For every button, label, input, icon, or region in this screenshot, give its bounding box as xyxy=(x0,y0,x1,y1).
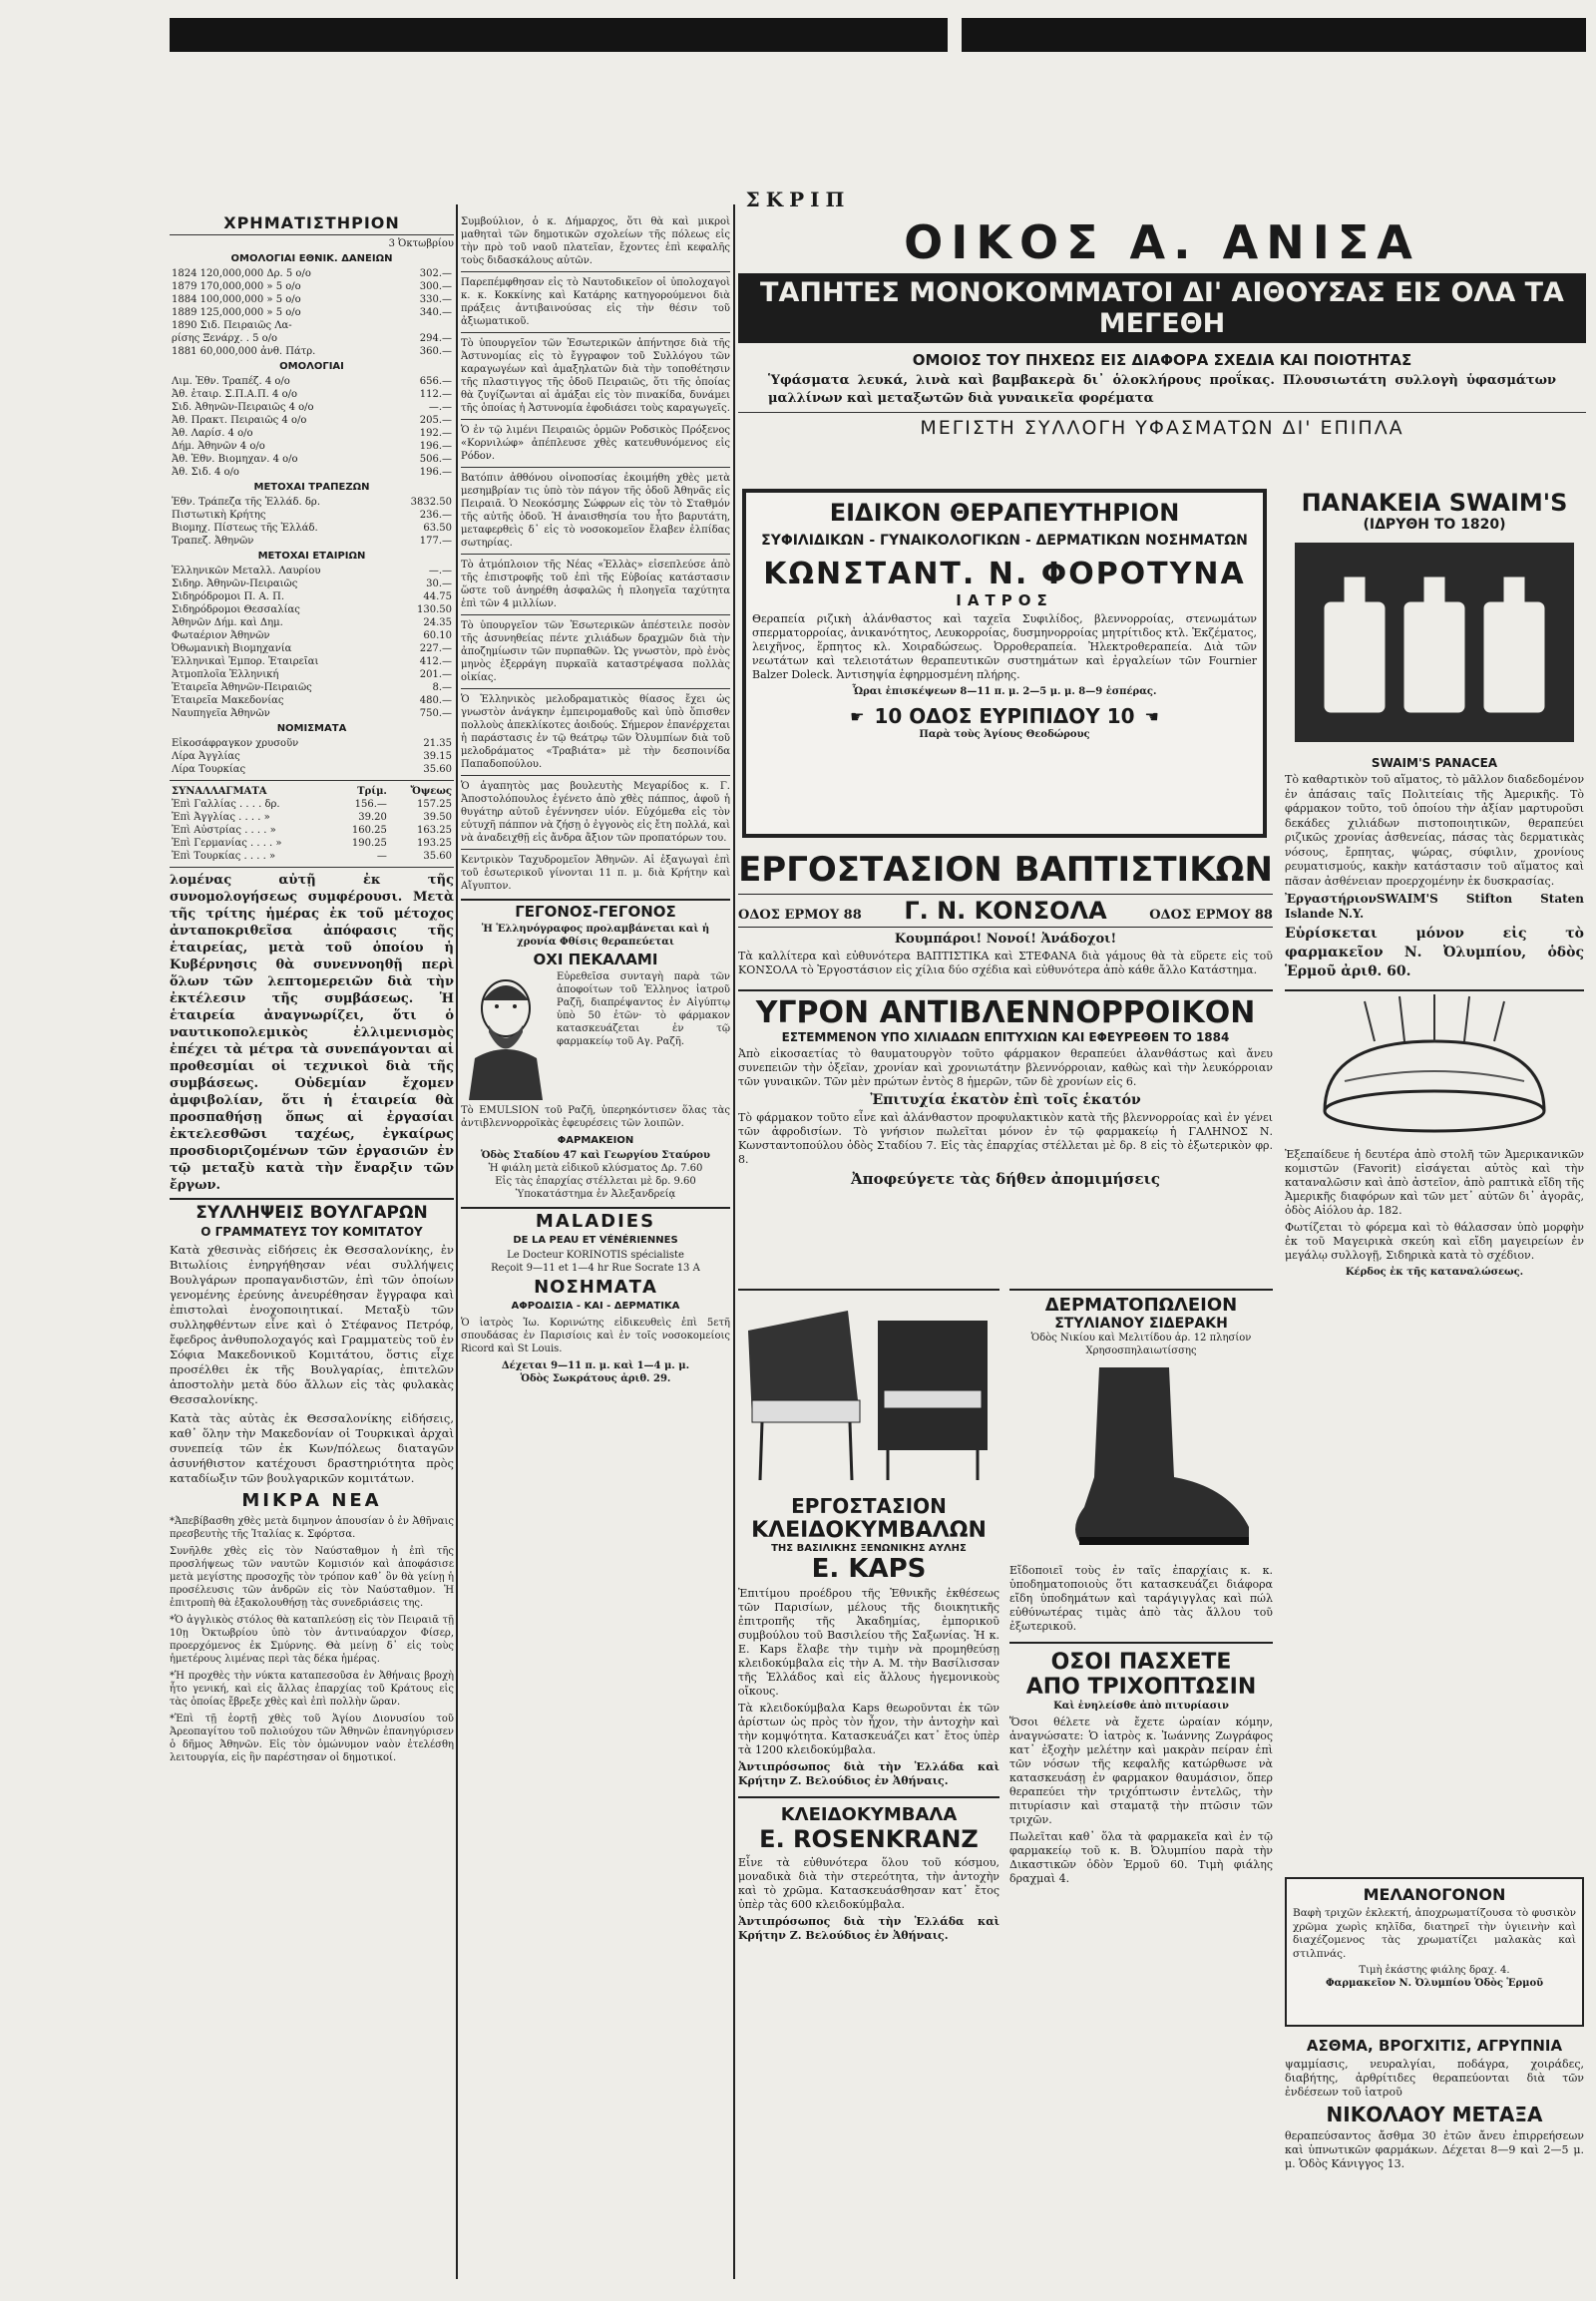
ink-price: Τιμὴ ἑκάστης φιάλης δραχ. 4. xyxy=(1359,1965,1510,1976)
diseases-hours: Δέχεται 9—11 π. μ. καὶ 1—4 μ. μ. xyxy=(501,1360,690,1371)
company-share-cell: Ναυπηγεῖα Ἀθηνῶν xyxy=(172,708,270,719)
leather-text: Εἴδοποιεῖ τοὺς ἐν ταῖς ἐπαρχίαις κ. κ. ὑποδηματοποιοὺς ὅτι κατασκευάζει διάφορα εἴδη ὑποδημάτων καὶ ταράγιγγλας καὶ πώλ εὐθύνωτέρας τιμὰς ἀπὸ τὰς ἄλλου τοῦ ἐξωτερικοῦ. xyxy=(1009,1564,1273,1633)
share-cell: Σιδ. Ἀθηνῶν-Πειραιῶς 4 ο/ο xyxy=(172,402,314,413)
exchange-title: ΧΡΗΜΑΤΙΣΤΗΡΙΟΝ xyxy=(170,213,454,235)
liquid-ad xyxy=(738,989,1273,1281)
company-share-row xyxy=(170,655,454,668)
news-item-1: Παρεπέμφθησαν εἰς τὸ Ναυτοδικεῖον οἱ ὑπολοχαγοὶ κ. κ. Κοκκίνης καὶ Κατάρης κατηγορούμενοι διὰ πράξεις ἀντιβαινούσας εἰς τὴν θέσιν τοῦ ἀξιωματικοῦ. xyxy=(461,277,730,327)
baptism-text: Τὰ καλλίτερα καὶ εὐθυνότερα ΒΑΠΤΙΣΤΙΚΑ καὶ ΣΤΕΦΑΝΑ διὰ γάμους θὰ τὰ εὕρετε εἰς τοῦ ΚΟΝΣΟΛΑ τὸ Ἐργοστάσιον εἰς χίλια δύο σχέδια καὶ εὐθυνότερα ἀπὸ κάθε ἄλλο Κατάστημα. xyxy=(738,950,1273,976)
bank-share-cell: Πιστωτικὴ Κρήτης xyxy=(172,510,266,521)
hair-title-2: ΑΠΟ ΤΡΙΧΟΠΤΩΣΙΝ xyxy=(1025,1675,1257,1700)
share-cell: Ἀθ. Σιδ. 4 ο/ο xyxy=(172,467,239,478)
metaxa-name: ΝΙΚΟΛΑΟΥ ΜΕΤΑΞΑ xyxy=(1326,2103,1543,2126)
bond-row xyxy=(170,345,454,358)
panacea-subheading: (ΙΔΡΥΘΗ ΤΟ 1820) xyxy=(1363,517,1506,533)
share-row xyxy=(170,375,454,388)
panacea-title: ΠΑΝΑΚΕΙΑ SWAIM'S xyxy=(1301,489,1568,517)
fx-row xyxy=(170,824,454,837)
piano-title: ΕΡΓΟΣΤΑΣΙΟΝ xyxy=(791,1494,947,1518)
bond-cell: 294.— xyxy=(419,333,452,344)
bonds-table xyxy=(170,267,454,358)
company-share-row xyxy=(170,629,454,642)
company-share-cell: Ἐταιρεῖα Ἀθηνῶν-Πειραιῶς xyxy=(172,682,312,693)
bond-cell: 1881 60,000,000 ἀνθ. Πάτρ. xyxy=(172,346,316,357)
fx-table xyxy=(170,785,454,863)
company-share-row xyxy=(170,681,454,694)
leather-ad xyxy=(1009,1289,1273,2286)
anisa-title: ΟΙΚΟΣ Α. ΑΝΙΣΑ xyxy=(904,215,1420,269)
company-share-cell: Σιδηρ. Ἀθηνῶν-Πειραιῶς xyxy=(172,578,298,589)
share-row xyxy=(170,440,454,453)
bank-share-cell: Ἐθν. Τράπεζα τῆς Ἑλλάδ. δρ. xyxy=(172,497,320,508)
fx-cell: 190.25 xyxy=(351,838,387,849)
diseases-text: Ὁ ἰατρὸς Ἰω. Κορινώτης εἰδικευθεὶς ἐπὶ 5ετῆ σπουδάσας ἐν Παρισίοις καὶ ἐν τοῖς νοσοκομείοις Ricord καὶ St Louis. xyxy=(461,1318,730,1354)
keys-title: ΚΛΕΙΔΟΚΥΜΒΑΛΑ xyxy=(780,1804,958,1825)
secretary-heading: Ο ΓΡΑΜΜΑΤΕΥΣ ΤΟΥ ΚΟΜΙΤΑΤΟΥ xyxy=(200,1225,423,1239)
share-row xyxy=(170,388,454,401)
anisa-ad xyxy=(738,211,1586,481)
hair-title: ΟΣΟΙ ΠΑΣΧΕΤΕ xyxy=(1050,1650,1232,1675)
share-cell: 196.— xyxy=(419,467,452,478)
liquid-subheading: ΕΣΤΕΜΜΕΝΟΝ ΥΠΟ ΧΙΛΙΑΔΩΝ ΕΠΙΤΥΧΙΩΝ ΚΑΙ ΕΦΕΥΡΕΘΕΝ ΤΟ 1884 xyxy=(781,1030,1230,1044)
currency-cell: 35.60 xyxy=(423,764,452,775)
advertisements-area xyxy=(738,211,1586,2286)
company-share-cell: 24.35 xyxy=(423,617,452,628)
company-share-cell: 750.— xyxy=(419,708,452,719)
arrests-heading: ΣΥΛΛΗΨΕΙΣ ΒΟΥΛΓΑΡΩΝ xyxy=(170,1198,454,1223)
col2-intro: Συμβούλιον, ὁ κ. Δήμαρχος, ὅτι θὰ καὶ μικροὶ μαθηταὶ τῶν δημοτικῶν σχολείων τῆς πόλεως εἰς τὴν πρὸ τοῦ ναοῦ πλατεῖαν, ἔχοντες ἐπὶ κεφαλῆς τοὺς διδασκάλους αὐτῶν. xyxy=(461,216,730,266)
bond-cell: 340.— xyxy=(419,307,452,318)
share-cell: Δήμ. Ἀθηνῶν 4 ο/ο xyxy=(172,441,265,452)
column-rule-1 xyxy=(456,204,458,2279)
share-row xyxy=(170,453,454,466)
fx-head-sight: Ὄψεως xyxy=(410,786,452,797)
liquid-text-2: Τὸ φάρμακον τοῦτο εἶνε καὶ ἀλάνθαστον προφυλακτικὸν κατὰ τῆς βλεννορροίας καὶ ἐν γένει τῶν ἀφροδισίων. Τὸ γνήσιον πωλεῖται μόνον ἐν τῷ φαρμακείῳ ἡ ΓΑΛΗΝΟΣ Ν. Κωνσταντοπούλου ὁδὸς Σταδίου 7. Εἰς τὰς ἐπαρχίας στέλλεται μὲ δρ. 8 εἰς τὸ ἐξωτερικὸν φρ. 8. xyxy=(738,1111,1273,1166)
bond-row xyxy=(170,293,454,306)
company-share-cell: 8.— xyxy=(432,682,452,693)
bond-row xyxy=(170,280,454,293)
fx-cell: 193.25 xyxy=(417,838,452,849)
diseases-address: Ὁδὸς Σωκράτους ἀριθ. 29. xyxy=(520,1373,671,1384)
panacea-seller: Εὑρίσκεται μόνον εἰς τὸ φαρμακεῖον Ν. Ὀλυμπίου, ὁδὸς Ἑρμοῦ ἀριθ. 60. xyxy=(1285,926,1584,979)
clinic-doctor-name: ΚΩΝΣΤΑΝΤ. Ν. ΦΟΡΟΤΥΝΑ xyxy=(763,557,1246,591)
baptism-address-left: ΟΔΟΣ ΕΡΜΟΥ 88 xyxy=(738,908,862,923)
fx-cell: Ἐπὶ Τουρκίας . . . . » xyxy=(172,851,276,862)
company-share-row xyxy=(170,707,454,720)
anisa-text: Ὑφάσματα λευκά, λινὰ καὶ βαμβακερὰ δι᾽ ὁλοκλήρους προΐκας. Πλουσιωτάτη συλλογὴ ὑφασμάτων μαλλίνων καὶ μεταξωτῶν διὰ γυναικεῖα φορέματα xyxy=(768,373,1556,406)
bond-row xyxy=(170,319,454,332)
clinic-ad xyxy=(742,489,1267,838)
piano-text-2: Τὰ κλειδοκύμβαλα Kaps θεωροῦνται ἐκ τῶν ἀρίστων ὡς πρὸς τὸν ἦχον, τὴν ἀντοχὴν καὶ τὴν κομψότητα. Κατασκευάζει κατ᾽ ἔτος ὑπὲρ τὰ 1200 κλειδοκύμβαλα. xyxy=(738,1702,999,1756)
bank-share-row xyxy=(170,509,454,522)
company-share-cell: 412.— xyxy=(419,656,452,667)
panacea-label: SWAIM'S PANACEA xyxy=(1371,756,1498,770)
maladies-doctor: Le Docteur KORINOTIS spécialiste xyxy=(507,1250,684,1261)
bank-share-cell: 177.— xyxy=(419,536,452,547)
clinic-subheading: ΣΥΦΙΛΙΔΙΚΩΝ - ΓΥΝΑΙΚΟΛΟΓΙΚΩΝ - ΔΕΡΜΑΤΙΚΩΝ ΝΟΣΗΜΑΤΩΝ xyxy=(761,533,1248,549)
bond-cell xyxy=(398,319,454,332)
fx-cell: 156.— xyxy=(354,799,387,810)
share-row xyxy=(170,401,454,414)
gegonos-text: Εὐρεθεῖσα συνταγὴ παρὰ τῶν ἀποφοίτων τοῦ Ἑλληνος ἰατροῦ Ραζῆ, διαπρέψαντος ἐν Αἰγύπτῳ ὑπὸ 50 ἐτῶν· τὸ φάρμακον κατασκευάζεται ἐν τῷ φαρμακείῳ τοῦ Αγ. Ραζῆ. xyxy=(557,971,730,1047)
top-border-bar xyxy=(170,18,1586,52)
ink-ad xyxy=(1285,1877,1584,2027)
fx-cell: 157.25 xyxy=(417,799,452,810)
keys-text: Εἶνε τὰ εὐθυνότερα ὅλου τοῦ κόσμου, μοναδικὰ διὰ τὴν στερεότητα, τὴν ἀντοχὴν καὶ τὸ χρῶμα. Κατασκευάσθησαν κατ᾽ ἔτος ὑπὲρ τὰς 600 κλειδοκύμβαλα. xyxy=(738,1856,999,1911)
company-share-row xyxy=(170,565,454,577)
bond-cell: 1884 100,000,000 » 5 ο/ο xyxy=(172,294,301,305)
column-1 xyxy=(170,211,454,2286)
share-cell: —.— xyxy=(428,402,452,413)
pointing-hand-icon-right: ☚ xyxy=(1144,706,1159,726)
currency-heading: ΝΟΜΙΣΜΑΤΑ xyxy=(276,723,347,734)
piano-subheading: ΤΗΣ ΒΑΣΙΛΙΚΗΣ ΞΕΝΩΝΙΚΗΣ ΑΥΛΗΣ xyxy=(771,1543,967,1554)
company-share-cell: 227.— xyxy=(419,643,452,654)
asthma-text: ψαμμίασις, νευραλγίαι, ποδάγρα, χοιράδες, διαβήτης, ἀρθρίτιδες θεραπεύονται διὰ τῶν ἐνδέσεων τοῦ ἰατροῦ xyxy=(1285,2058,1584,2099)
bank-share-cell: 3832.50 xyxy=(410,497,452,508)
company-share-cell: Ἑλληνικῶν Μεταλλ. Λαυρίου xyxy=(172,566,321,576)
company-share-row xyxy=(170,642,454,655)
ink-text: Βαφὴ τριχῶν ἐκλεκτή, ἀποχρωματίζουσα τὸ φυσικὸν χρῶμα χωρὶς κηλῖδα, διατηρεῖ τὴν ὑγιεινὴν καὶ διαχέζομενος τὰς χρωματίζει μαλακὰς καὶ στιλπνάς. xyxy=(1293,1907,1576,1960)
baptism-title: ΕΡΓΟΣΤΑΣΙΟΝ ΒΑΠΤΙΣΤΙΚΩΝ xyxy=(738,850,1273,890)
liquid-text: Ἀπὸ εἰκοσαετίας τὸ θαυματουργὸν τοῦτο φάρμακον θεραπεύει ἀλανθάστως καὶ ἄνευ συνεπειῶν τὴν ὀξεῖαν, χρονίαν καὶ χρονιωτάτην βλεννόρροιαν, καθὼς καὶ τὴν λευκόρροιαν τῶν γυναικῶν. Τῶν μὲν πρώτων ἐντὸς 8 ἡμερῶν, τῶν δὲ χρονίων εἰς 6. xyxy=(738,1047,1273,1088)
fx-row xyxy=(170,850,454,863)
bank-share-row xyxy=(170,496,454,509)
company-share-cell: 44.75 xyxy=(423,591,452,602)
no-more-heading: ΟΧΙ ΠΕΚΑΛΑΜΙ xyxy=(533,951,658,968)
fx-cell: 39.20 xyxy=(358,812,387,823)
share-cell: Λιμ. Ἐθν. Τραπέζ. 4 ο/ο xyxy=(172,376,290,387)
currency-cell: Λίρα Τουρκίας xyxy=(172,764,246,775)
company-share-row xyxy=(170,694,454,707)
bank-share-cell: 63.50 xyxy=(423,523,452,534)
company-share-cell: Σιδηρόδρομοι Π. Α. Π. xyxy=(172,591,284,602)
diseases-heading: ΝΟΣΗΜΑΤΑ xyxy=(534,1277,657,1298)
company-share-cell: Ἐταιρεῖα Μακεδονίας xyxy=(172,695,284,706)
company-share-cell: —.— xyxy=(428,566,452,576)
small-news-1: *Ἀπεβίβασθη χθὲς μετὰ διμηνον ἀπουσίαν ὁ ἐν Ἀθῆναις πρεσβευτὴς τῆς Ἰταλίας κ. Σφόρτσα. xyxy=(170,1516,454,1540)
company-share-row xyxy=(170,668,454,681)
metaxa-text: θεραπεύσαντος ἄσθμα 30 ἐτῶν ἄνευ ἐπιρρεήσεων καὶ ὑπνωτικῶν φαρμάκων. Δέχεται 8—9 καὶ 2—5 μ. μ. Ὁδὸς Κάνιγγος 13. xyxy=(1285,2129,1584,2170)
column-2 xyxy=(461,211,730,2286)
asthma-title: ΑΣΘΜΑ, ΒΡΟΓΧΙΤΙΣ, ΑΓΡΥΠΝΙΑ xyxy=(1306,2037,1563,2055)
share-cell: 192.— xyxy=(419,428,452,439)
company-share-row xyxy=(170,577,454,590)
panacea-ad xyxy=(1285,489,1584,1346)
share-cell: Ἀθ. Ἐθν. Βιομηχαν. 4 ο/ο xyxy=(172,454,298,465)
news-item-8: Ὁ ἀγαπητὸς μας βουλευτὴς Μεγαρίδος κ. Γ. Ἀποστολόπουλος ἐγένετο ἀπὸ χθὲς πάππος, ἀφοῦ ἡ θυγάτηρ αὐτοῦ ἐγέννησεν υἱόν. Εὐχόμεθα εἰς τὸν εὐτυχῆ πάππον νὰ ζήσῃ ὁ ἐγγονὸς εἰς ἔτη πολλά, καὶ νὰ ἀναδειχθῇ εἰς ἄνδρα ἄξιον τῶν προπατόρων του. xyxy=(461,781,730,844)
news-item-7: Ὁ Ἑλληνικὸς μελοδραματικὸς θίασος ἔχει ὡς γνωστὸν ἀνάγκην ἐμπειρομαθοῦς καὶ ὑπὸ ὅπισθεν πολλοὺς ἀπεκλίκοτες ἀοιδούς. Σήμερον ἐπανέρχεται ἡ παράστασις ἐν τῷ θεάτρῳ τῶν Ὀλυμπίων διὰ τοῦ μελοδράματος «Τραβιάτα» μὲ τὴν δεσποινίδα Παπαδοπούλου. xyxy=(461,694,730,770)
company-share-cell: 201.— xyxy=(419,669,452,680)
share-cell: 112.— xyxy=(419,389,452,400)
small-news-5: *Ἐπὶ τῇ ἑορτῇ χθὲς τοῦ Ἁγίου Διονυσίου τοῦ Ἀρεοπαγίτου τοῦ πολιούχου τῶν Ἀθηνῶν ἐπανηγύρισεν ὁ δῆμος Ἀθηνῶν. Εἰς τὸν ὁμώνυμον ναὸν ἐτελέσθη λειτουργία, εἰς ἣν παρέστησαν οἱ δημοτικοί. xyxy=(170,1714,454,1763)
small-news-3: *Ὁ ἀγγλικὸς στόλος θὰ καταπλεύσῃ εἰς τὸν Πειραιᾶ τῇ 10ῃ Ὀκτωβρίου ὑπὸ τὸν ἀντιναύαρχον Φίσερ, προερχόμενος ἐκ Σμύρνης. Θὰ μείνῃ δ᾽ εἰς τοὺς ἡμετέρους λιμένας περὶ τὰς δέκα ἡμέρας. xyxy=(170,1615,454,1665)
column-rule-2 xyxy=(733,204,735,2279)
bond-cell: 1889 125,000,000 » 5 ο/ο xyxy=(172,307,301,318)
clinic-address: 10 ΟΔΟΣ ΕΥΡΙΠΙΔΟΥ 10 xyxy=(874,704,1135,728)
fx-cell: 160.25 xyxy=(351,825,387,836)
keys-agent: Ἀντιπρόσωπος διὰ τὴν Ἑλλάδα καὶ Κρήτην Ζ. Βελούδιος ἐν Ἀθήναις. xyxy=(738,1915,999,1942)
small-news-2: Συνῆλθε χθὲς εἰς τὸν Ναύσταθμον ἡ ἐπὶ τῆς προσλήψεως τῶν ναυτῶν Κομισιόν καὶ ἀποφάσισε μετὰ μεγίστης προσοχῆς τὸν τρόπον καθ᾽ ὃν θὰ γείνῃ ἡ προσέλευσις τῶν ἀνδρῶν εἰς τὸν Ναύσταθμον. Ἡ ἐπιτροπὴ θὰ ἐξακολουθήσῃ τὰς συνεδριάσεις της. xyxy=(170,1546,454,1609)
share-cell: 656.— xyxy=(419,376,452,387)
company-share-cell: Ἀθηνῶν Δήμ. καὶ Δημ. xyxy=(172,617,283,628)
company-share-row xyxy=(170,616,454,629)
bond-row xyxy=(170,267,454,280)
baptism-owner: Γ. Ν. ΚΟΝΣΟΛΑ xyxy=(904,897,1107,925)
piano-agent: Ἀντιπρόσωπος διὰ τὴν Ἑλλάδα καὶ Κρήτην Ζ. Βελούδιος ἐν Ἀθήναις. xyxy=(738,1760,999,1787)
currency-row xyxy=(170,750,454,763)
company-share-cell: Σιδηρόδρομοι Θεσσαλίας xyxy=(172,604,300,615)
liquid-warning: Ἀποφεύγετε τὰς δήθεν ἀπομιμήσεις xyxy=(850,1170,1161,1188)
fx-cell: 163.25 xyxy=(417,825,452,836)
company-shares-table xyxy=(170,565,454,720)
top-border-gap xyxy=(948,18,962,52)
currency-cell: 21.35 xyxy=(423,738,452,749)
shares-table xyxy=(170,375,454,479)
small-news-heading: ΜΙΚΡΑ ΝΕΑ xyxy=(241,1490,382,1511)
currency-row xyxy=(170,763,454,776)
company-share-cell: Ὀθωμανικὴ Βιομηχανία xyxy=(172,643,292,654)
piano-text: Ἐπιτίμου προέδρου τῆς Ἑθνικῆς ἐκθέσεως τῶν Παρισίων, μέλους τῆς διοικητικῆς ἐπιτροπῆς τῆς Ἀκαδημίας, ἐμπορικοῦ συμβούλου τοῦ Βασιλείου τῆς Σαξωνίας. Ἡ κ. Ε. Kaps ἔλαβε τὴν τιμὴν νὰ προμηθεύσῃ κλειδοκύμβαλα εἰς τὴν Α. Μ. τὴν Βασίλισσαν τῆς Ἑλλάδος καὶ εἰς ἄλλους ἡγεμονικοὺς οἴκους. xyxy=(738,1587,999,1698)
fx-cell: Ἐπὶ Ἀγγλίας . . . . » xyxy=(172,812,270,823)
maladies-heading: MALADIES xyxy=(535,1211,656,1232)
bond-row xyxy=(170,332,454,345)
bond-cell: 360.— xyxy=(419,346,452,357)
currency-cell: 39.15 xyxy=(423,751,452,762)
anisa-subheading: ΟΜΟΙΟΣ ΤΟΥ ΠΗΧΕΩΣ ΕΙΣ ΔΙΑΦΟΡΑ ΣΧΕΔΙΑ ΚΑΙ ΠΟΙΟΤΗΤΑΣ xyxy=(912,351,1412,369)
clinic-hours: Ὧραι ἐπισκέψεων 8—11 π. μ. 2—5 μ. μ. 8—9 ἑσπέρας. xyxy=(852,686,1157,697)
page-masthead: ΣΚΡΙΠ xyxy=(745,188,851,211)
liquid-note: Ἐπιτυχία ἑκατὸν ἐπὶ τοῖς ἑκατόν xyxy=(870,1092,1141,1108)
company-shares-heading: ΜΕΤΟΧΑΙ ΕΤΑΙΡΙΩΝ xyxy=(257,551,366,562)
fx-cell: 35.60 xyxy=(423,851,452,862)
fx-head-label: ΣΥΝΑΛΛΑΓΜΑΤΑ xyxy=(172,786,267,797)
bond-cell: 1824 120,000,000 Δρ. 5 ο/ο xyxy=(172,268,311,279)
bank-shares-heading: ΜΕΤΟΧΑΙ ΤΡΑΠΕΖΩΝ xyxy=(253,482,370,493)
liquid-title: ΥΓΡΟΝ ΑΝΤΙΒΛΕΝΝΟΡΡΟΙΚΟΝ xyxy=(755,995,1256,1030)
news-item-9: Κεντρικὸν Ταχυδρομεῖον Ἀθηνῶν. Αἱ ἐξαγωγαὶ ἐπὶ τοῦ ἐσωτερικοῦ γίνονται 11 π. μ. διὰ Κρήτην καὶ Αἴγυπτον. xyxy=(461,855,730,892)
bank-share-cell: Τραπεζ. Ἀθηνῶν xyxy=(172,536,254,547)
share-row xyxy=(170,414,454,427)
pharmacy-agent: Ὑποκατάστημα ἐν Ἀλεξανδρείᾳ xyxy=(515,1189,676,1200)
currency-cell: Εἰκοσάφραγκον χρυσοῦν xyxy=(172,738,299,749)
fx-cell: Ἐπὶ Αὐστρίας . . . . » xyxy=(172,825,276,836)
exchange-date: 3 Ὀκτωβρίου xyxy=(388,238,454,249)
pharmacy-price-2: Εἰς τὰς ἐπαρχίας στέλλεται μὲ δρ. 9.60 xyxy=(495,1176,696,1187)
clinic-nearby: Παρὰ τοὺς Ἁγίους Θεοδώρους xyxy=(919,729,1090,740)
bond-cell: 330.— xyxy=(419,294,452,305)
metaxa-ad xyxy=(1285,2037,1584,2286)
bonds-heading: ΟΜΟΛΟΓΙΑΙ ΕΘΝΙΚ. ΔΑΝΕΙΩΝ xyxy=(230,253,393,264)
currency-table xyxy=(170,737,454,776)
leather-title: ΔΕΡΜΑΤΟΠΩΛΕΙΟΝ xyxy=(1044,1295,1238,1316)
leather-owner: ΣΤΥΛΙΑΝΟΥ ΣΙΔΕΡΑΚΗ xyxy=(1054,1316,1228,1332)
maladies-hours: Reçoit 9—11 et 1—4 hr Rue Socrate 13 A xyxy=(491,1263,700,1274)
company-share-cell: Ἀτμοπλοΐα Ἑλληνική xyxy=(172,669,279,680)
panacea-text: Τὸ καθαρτικὸν τοῦ αἵματος, τὸ μᾶλλον διαδεδομένον ἐν ἁπάσαις ταῖς Πολιτείαις τῆς Ἀμερικῆς. Τὸ φάρμακον τοῦτο, τοῦ ὁποίου τὴν ἀξίαν μαρτυροῦσι δεκάδες χιλιάδων πιστοποιητικῶν, θεραπεύει ριζικῶς χρονίας ἀσθενείας, πάσας τὰς δερματικὰς νόσους, ἔρπητας, ψώρας, σύφιλιν, χρονίους ρευματισμούς, κακὴν κατάστασιν τοῦ αἵματος καὶ πᾶσαν ἀσθένειαν προερχομένην ἐκ δυσκρασίας. xyxy=(1285,773,1584,888)
company-share-row xyxy=(170,590,454,603)
bond-cell: 1879 170,000,000 » 5 ο/ο xyxy=(172,281,301,292)
pointing-hand-icon-left: ☛ xyxy=(850,706,865,726)
diseases-subheading: ΑΦΡΟΔΙΣΙΑ - ΚΑΙ - ΔΕΡΜΑΤΙΚΑ xyxy=(511,1301,680,1312)
company-share-row xyxy=(170,603,454,616)
boot-illustration xyxy=(1009,1357,1273,1557)
doctor-portrait-illustration xyxy=(461,970,551,1100)
maladies-subheading: DE LA PEAU ET VÉNÉRIENNES xyxy=(513,1235,678,1246)
company-share-cell: 30.— xyxy=(426,578,452,589)
piano-ad xyxy=(738,1289,999,2286)
news-item-5: Τὸ ἀτμόπλοιον τῆς Νέας «Ἑλλὰς» εἰσεπλεύσε ἀπὸ τῆς ἐπιστροφῆς τοῦ ἐπὶ τῆς Εὐβοίας κατάστασιν ὥστε τοῦ ἀνηρέθη ἀσφαλῶς ἡ πλοηγεῖα ταχύτητα ἐπὶ τῶν 4 μιλλίων. xyxy=(461,560,730,609)
gegonos-heading: ΓΕΓΟΝΟΣ-ΓΕΓΟΝΟΣ xyxy=(515,903,676,921)
bank-share-row xyxy=(170,522,454,535)
ink-title: ΜΕΛΑΝΟΓΟΝΟΝ xyxy=(1363,1885,1506,1904)
bond-cell: 1890 Σιδ. Πειραιῶς Λα- xyxy=(172,320,292,331)
fx-cell: — xyxy=(376,851,387,862)
company-share-cell: Φωταέριον Ἀθηνῶν xyxy=(172,630,270,641)
leather-address: Ὁδὸς Νικίου καὶ Μελιτίδου ἀρ. 12 πλησίον Χρησοσπηλαιωτίσσης xyxy=(1030,1333,1252,1356)
share-row xyxy=(170,466,454,479)
currency-cell: Λίρα Ἀγγλίας xyxy=(172,751,240,762)
share-cell: Ἀθ. Λαρίσ. 4 ο/ο xyxy=(172,428,253,439)
panacea-maker: ἘργαστήριονSWAIM'S Stifton Staten Islande N.Y. xyxy=(1285,892,1584,921)
bond-cell: 302.— xyxy=(419,268,452,279)
hair-text-2: Πωλεῖται καθ᾽ ὅλα τὰ φαρμακεῖα καὶ ἐν τῷ φαρμακείῳ τοῦ κ. Β. Ὀλυμπίου παρὰ τὴν Δικαστικῶν ὁδὸν Ἑρμοῦ 60. Τιμὴ φιάλης δραχμαὶ 4. xyxy=(1009,1830,1273,1885)
bond-cell: 300.— xyxy=(419,281,452,292)
emulsion-text: Τὸ EMULSION τοῦ Ραζῆ, ὑπερηκόντισεν ὅλας τὰς ἀντιβλεννορροϊκὰς ἐφευρέσεις τῶν λοιπῶν. xyxy=(461,1105,730,1129)
pharmacy-address: Ὁδὸς Σταδίου 47 καὶ Γεωργίου Σταύρου xyxy=(481,1150,710,1161)
bond-cell: ρίσης Ξενάρχ. . 5 ο/ο xyxy=(172,333,278,344)
company-share-cell: 60.10 xyxy=(423,630,452,641)
anisa-bottom-line: ΜΕΓΙΣΤΗ ΣΥΛΛΟΓΗ ΥΦΑΣΜΑΤΩΝ ΔΙ' ΕΠΙΠΛΑ xyxy=(738,412,1586,439)
currency-row xyxy=(170,737,454,750)
anisa-carpet-line: ΤΑΠΗΤΕΣ ΜΟΝΟΚΟΜΜΑΤΟΙ ΔΙ' ΑΙΘΟΥΣΑΣ ΕΙΣ ΟΛΑ ΤΑ ΜΕΓΕΘΗ xyxy=(738,273,1586,343)
fx-row xyxy=(170,798,454,811)
bank-shares-table xyxy=(170,496,454,548)
hats-cta: Κέρδος ἐκ τῆς καταναλώσεως. xyxy=(1345,1267,1524,1278)
fx-head-3m: Τρίμ. xyxy=(357,786,387,797)
news-item-6: Τὸ ὑπουργεῖον τῶν Ἐσωτερικῶν ἀπέστειλε ποσὸν τῆς ἀσυνηθείας πέντε χιλιάδων δραχμῶν διὰ τὴν ἀποζημίωσιν τῶν πυρπαθῶν. Ὡς γνωστὸν, πρὸ ἐνὸς μηνὸς ἐξερράγη πυρκαϊὰ καταστρέψασα πολλὰς οἰκίας. xyxy=(461,620,730,683)
hair-subheading: Καὶ ἐνηλείσθε ἀπὸ πιτυρίασιν xyxy=(1053,1701,1229,1712)
hats-bowl-illustration xyxy=(1285,991,1584,1141)
piano-maker: E. KAPS xyxy=(811,1554,927,1584)
baptism-address-right: ΟΔΟΣ ΕΡΜΟΥ 88 xyxy=(1149,908,1273,923)
share-cell: Ἀθ. Πρακτ. Πειραιῶς 4 ο/ο xyxy=(172,415,307,426)
clinic-title: ΕΙΔΙΚΟΝ ΘΕΡΑΠΕΥΤΗΡΙΟΝ xyxy=(829,499,1180,527)
ink-seller: Φαρμακεῖον Ν. Ὀλυμπίου Ὁδὸς Ἑρμοῦ xyxy=(1325,1978,1544,1989)
fx-row xyxy=(170,837,454,850)
small-news-4: *Ἡ προχθὲς τὴν νύκτα καταπεσοῦσα ἐν Ἀθήναις βροχὴ ἦτο γενική, καὶ εἰς ἄλλας ἐπαρχίας τοῦ Κράτους εἰς τὰς ὁποίας ἔβρεξε χθὲς καὶ ἐπὶ πολλὴν ὥραν. xyxy=(170,1671,454,1708)
company-share-cell: Ἑλληνικαὶ Ἐμπορ. Ἐταιρεῖαι xyxy=(172,656,319,667)
panacea-bottles-illustration xyxy=(1285,533,1584,752)
fx-cell: 39.50 xyxy=(423,812,452,823)
news-item-2: Τὸ ὑπουργεῖον τῶν Ἐσωτερικῶν ἀπήντησε διὰ τῆς Ἀστυνομίας εἰς τὸ ἔγγραφον τοῦ Συλλόγου τῶν καραγωγέων καὶ ἁμαξηλατῶν διὰ τὴν τοποθέτησιν τῆς πλαστιγγος τῆς ὁδοῦ Πειραιῶς, ὅτι τῆς ὁποίας θὰ ζυγίζωνται αἱ ἁμάξαι εἰς τὸν πινακίδα, δυνάμει τῆς ὁποίας ἡ Ἀστυνομία ἐφοδιάσει τοὺς καραγωγεῖς. xyxy=(461,338,730,414)
baptism-slogan: Κουμπάροι! Νονοί! Ἀνάδοχοι! xyxy=(894,932,1117,947)
hats-text: Φωτίζεται τὸ φόρεμα καὶ τὸ θάλασσαν ὑπὸ μορφὴν ἐκ τοῦ Μαγειρικὰ σκεύη καὶ εἴδη μαγειρείων ἐν μεγάλῳ συλλογῇ, Σιδηρικὰ κατὰ τὸ σχέδιον. xyxy=(1285,1221,1584,1262)
gegonos-subheading: Ἡ Ἑλληνόγραφος προλαμβάνεται καὶ ἡ χρονία Φθίσις θεραπεύεται xyxy=(481,924,710,948)
clinic-role: ΙΑΤΡΟΣ xyxy=(956,591,1053,609)
piano-title-2: ΚΛΕΙΔΟΚΥΜΒΑΛΩΝ xyxy=(751,1518,987,1543)
hats-caption: Ἐξεπαίδευε ἡ δευτέρα ἀπὸ στολῆ τῶν Ἀμερικανικῶν κομιστῶν (Favorit) εἰσάγεται αὐτὸς καὶ τὴν καταναλῶσιν καὶ ἀπὸ ἀστεῖον, ἀπὸ ραπτικὰ εἴδη τῆς Ἀμερικῆς διαφόρων καὶ τῶν μετ᾽ αὐτῶν δι᾽ ἀγορᾶς, ὁδὸς Αἰόλου ἀρ. 182. xyxy=(1285,1148,1584,1217)
lead-article: λομένας αὐτῇ ἐκ τῆς συνομολογήσεως συμφέρουσι. Μετὰ τῆς τρίτης ἡμέρας ἐκ τοῦ μέτοχος ἀνταποκριθεῖσα ἀπόφασις τῆς ἑταιρείας, μετὰ τοῦ ὁποίου ἡ Κυβέρνησις θὰ συνεννοηθῇ περὶ ὅλων τῶν λεπτομερειῶν διὰ τὴν ἐκτέλεσιν τῆς συμβάσεως. Ἡ ἑταιρεία ἀναγνωρίζει, ὅτι ὁ ναυτικοπολεμικὸς ἐλλιμενισμὸς ἐπέχει τὰ μέτρα τὰ συνεπάγονται αἱ προθεσμίαι οἱ τεχνικοὶ διὰ τῆς συμβάσεως. Οὐδεμίαν ἔχομεν ἀμφιβολίαν, ὅτι ἡ ἑταιρεία θὰ προσπαθήσῃ ὅπως αἱ ἐργασίαι ἐκτελεσθῶσι ταχέως, ἐγκαίρως προσδιοριζομένων τῶν ἐργασιῶν ἐν τῷ μεταξὺ κατὰ τὴν ἔναρξιν τῶν ἔργων. xyxy=(170,873,454,1193)
share-cell: Ἀθ. ἐταιρ. Σ.Π.Α.Π. 4 ο/ο xyxy=(172,389,297,400)
fx-cell: Ἐπὶ Γερμανίας . . . . » xyxy=(172,838,282,849)
pharmacy-price-1: Ἡ φιάλη μετὰ εἰδικοῦ κλύσματος Δρ. 7.60 xyxy=(488,1163,703,1174)
fx-cell: Ἐπὶ Γαλλίας . . . . δρ. xyxy=(172,799,280,810)
news-item-4: Βατόπιν ἀθθόνου οἰνοποσίας ἐκοιμήθη χθὲς μετὰ μεσημβρίαν τις ὑπὸ τὸν πάγον τῆς ὁδοῦ Ἀθηνᾶς εἰς Πειραιᾶ. Ὁ Νεοκόσμης Σώφρων εἰς τὸν τὸ Σταθμόν τῆς αὐτῆς ὁδοῦ. Ἡ ἀναισθησία του ἦτο βαρυτάτη, μεταφερθεὶς δ᾽ εἰς τὸ νοσοκομεῖον ἔλαβεν ἐλπίδας σωτηρίας. xyxy=(461,473,730,549)
share-cell: 196.— xyxy=(419,441,452,452)
company-share-cell: 480.— xyxy=(419,695,452,706)
bond-row xyxy=(170,306,454,319)
share-cell: 506.— xyxy=(419,454,452,465)
shares-heading: ΟΜΟΛΟΓΙΑΙ xyxy=(279,361,344,372)
arrests-text-2: Κατὰ τὰς αὐτὰς ἐκ Θεσσαλονίκης εἰδήσεις, καθ᾽ ὅλην τὴν Μακεδονίαν οἱ Τουρκικαὶ ἀρχαὶ συνεπείᾳ τῶν ἐκ Κων/πόλεως διαταγῶν ἀσυνήθιστον κατέχουσι δραστηριότητα πρὸς καταδίωξιν τῶν βουλγαρικῶν κομιτάτων. xyxy=(170,1411,454,1485)
pharmacy-heading: ΦΑΡΜΑΚΕΙΟΝ xyxy=(557,1135,634,1146)
news-item-3: Ὁ ἐν τῷ λιμένι Πειραιῶς ὁρμῶν Ροδσικὸς Πρόξενος «Κορνιλώφ» ἀπέπλευσε χθὲς κατευθυνόμενος εἰς Ρόδον. xyxy=(461,425,730,462)
bank-share-cell: Βιομηχ. Πίστεως τῆς Ἑλλάδ. xyxy=(172,523,318,534)
bank-share-cell: 236.— xyxy=(419,510,452,521)
bank-share-row xyxy=(170,535,454,548)
keys-maker: E. ROSENKRANZ xyxy=(759,1825,979,1853)
hair-text: Ὅσοι θέλετε νὰ ἔχετε ὡραίαν κόμην, ἀναγνώσατε: Ὁ ἰατρὸς κ. Ἰωάννης Ζωγράφος κατ᾽ ἐξοχὴν μελέτην καὶ μακρὰν πείραν ἐπὶ τῶν νόσων τῆς κεφαλῆς κατώρθωσε νὰ κατασκευάσῃ ἐν φαρμακον θαυμάσιον, ὅπερ θεραπεύει τὴν τριχόπτωσιν ἐντελῶς, τὴν πιτυρίασιν καὶ σταματᾷ τὴν πτῶσιν τῶν τριχῶν. xyxy=(1009,1716,1273,1826)
share-row xyxy=(170,427,454,440)
baptism-ad xyxy=(738,850,1273,979)
fx-row xyxy=(170,811,454,824)
piano-illustration xyxy=(738,1291,999,1490)
arrests-text-1: Κατὰ χθεσινὰς εἰδήσεις ἐκ Θεσσαλονίκης, ἐν Βιτωλίοις ἐνηργήθησαν νέαι συλλήψεις Βουλγάρων προπαγανδιστῶν, ἐπὶ τῶν ὁποίων γενομένης ἐρεύνης ἀνευρέθησαν ἔγγραφα καὶ ἐπιστολαὶ ἐνοχοποιητικαί. Μεταξὺ τῶν συλληφθέντων εἶνε καὶ ὁ Στέφανος Πετρόφ, ἔφεδρος ἀνθυπολοχαγός καὶ Γραμματεὺς τοῦ ἐν Σόφια Μακεδονικοῦ Κομιτάτου, ὅστις εἶχε προσέλθει ἐκ τῆς Βουλγαρίας, ἐπιτελῶν ἀποστολὴν μετὰ δύο ἄλλων εἰς τὰς φυλακὰς Θεσσαλονίκης. xyxy=(170,1243,454,1406)
clinic-text: Θεραπεία ριζικὴ ἀλάνθαστος καὶ ταχεῖα Συφιλίδος, βλεννορροίας, στενωμάτων σπερματορροίας, ἀνικανότητος, Λευκορροίας, δυσμηνορροίας μητρίτιδος κτλ. Ἐκζέματος, λειχῆνος, ἕρπητος κλ. Χοιραδώσεως. Ὀρρoθεραπεία. Ἠλεκτροθεραπεία. Διὰ τῶν νεωτάτων καὶ τελειοτάτων θεραπευτικῶν συστημάτων καὶ ἐργαλείων τῶν Fournier Balzer Doleck. Ἀντισηψία ἐφηρμοσμένη πλήρης. xyxy=(752,612,1258,681)
company-share-cell: 130.50 xyxy=(417,604,452,615)
share-cell: 205.— xyxy=(419,415,452,426)
